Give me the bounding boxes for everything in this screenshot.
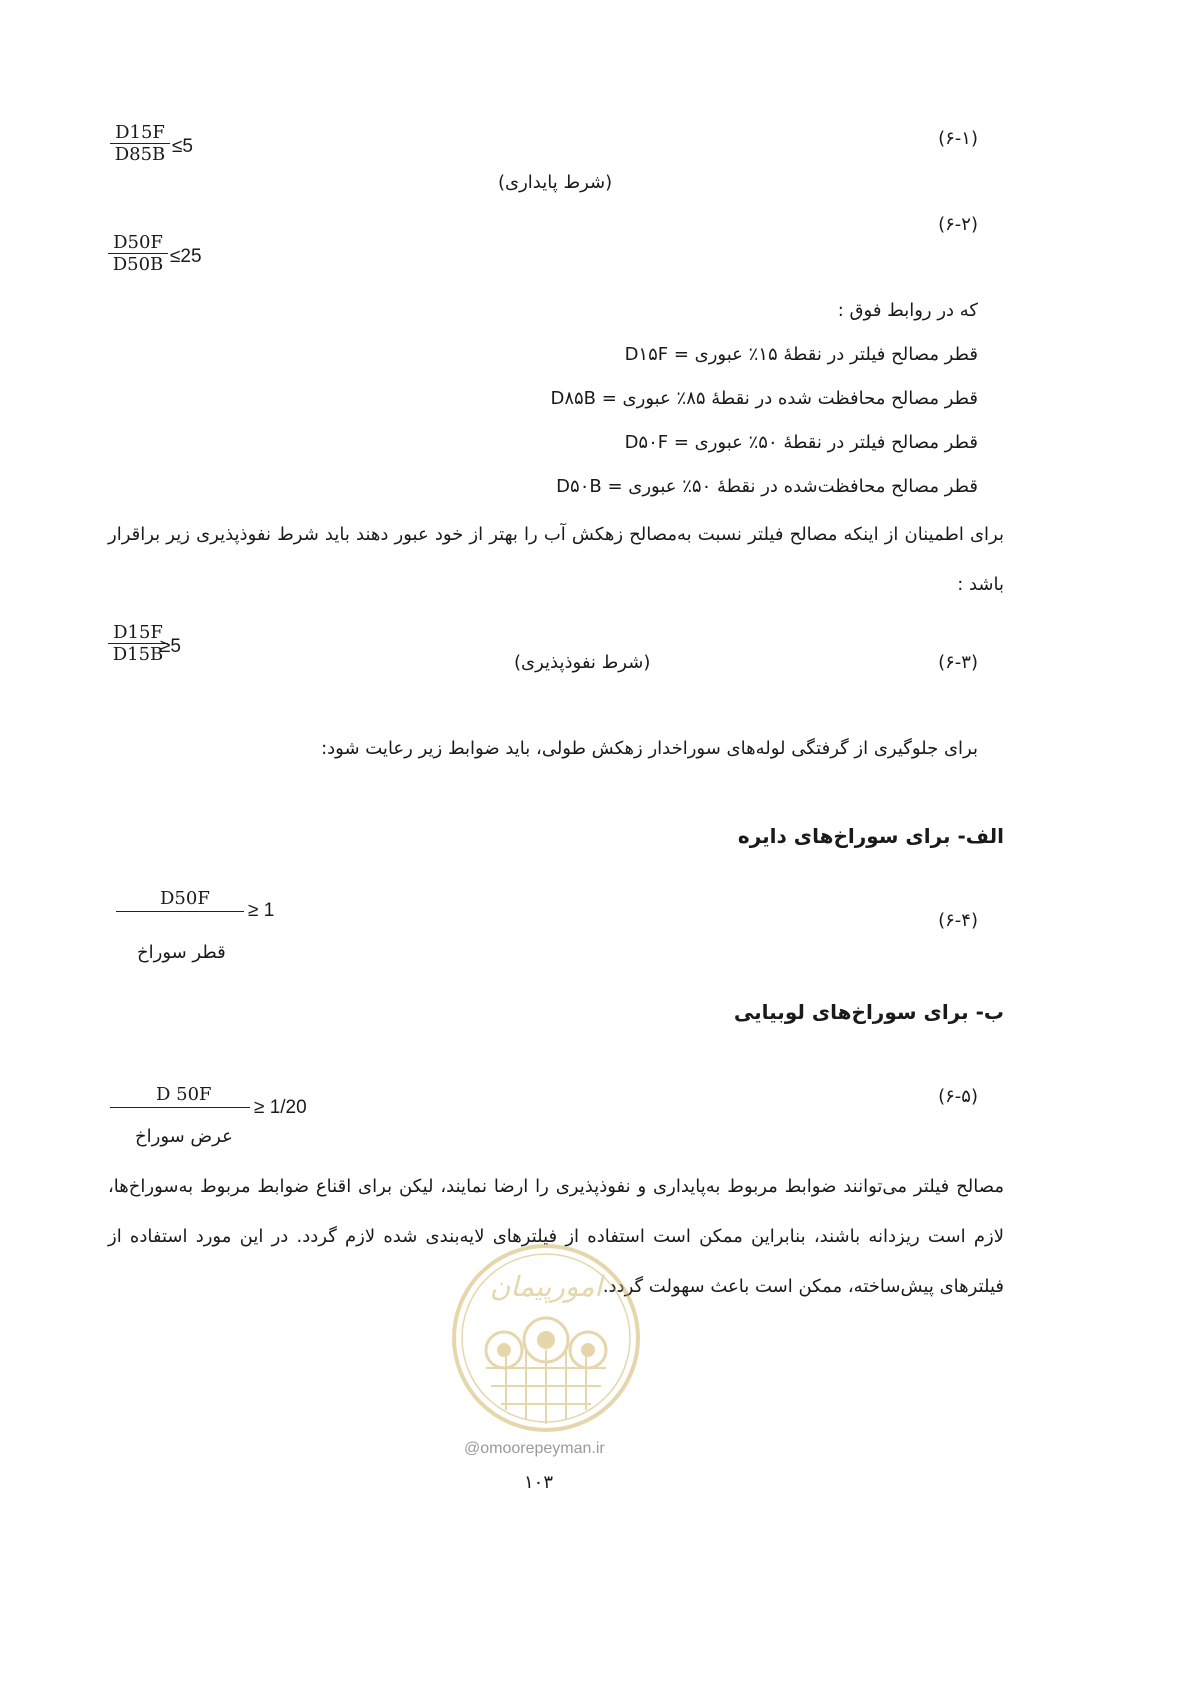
- definition-d50b: D۵۰B = قطر مصالح محافظت‌شده در نقطهٔ ۵۰٪ عبوری: [556, 476, 978, 497]
- equation-3-label: (شرط نفوذپذیری): [514, 652, 651, 673]
- equation-1-denominator: D85B: [114, 144, 166, 165]
- equation-5-number: (۶-۵): [938, 1086, 978, 1107]
- paragraph-filters: مصالح فیلتر می‌توانند ضوابط مربوط به‌پایداری و نفوذپذیری را ارضا نمایند، لیکن برای اقناع ضوابط مربوط به‌سوراخ‌ها، لازم است ریزدانه باشند، بنابراین ممکن است استفاده از فیلترهای لایه‌بندی شده لازم گردد. در این مورد استفاده از فیلترهای پیش‌ساخته، ممکن است باعث سهولت گردد.: [108, 1176, 1004, 1297]
- heading-circular-holes: الف- برای سوراخ‌های دایره: [737, 824, 1004, 848]
- equation-5-fraction-bar: [110, 1107, 250, 1108]
- equation-4-fraction-bar: [116, 911, 244, 912]
- equation-2-denominator: D50B: [112, 254, 164, 275]
- equation-1-relation: ≤5: [172, 136, 193, 157]
- equation-5-denominator: عرض سوراخ: [135, 1126, 233, 1147]
- equation-4-relation: ≥ 1: [248, 900, 275, 921]
- equation-2-relation: ≤25: [170, 246, 202, 267]
- paragraph-permeability: برای اطمینان از اینکه مصالح فیلتر نسبت به‌مصالح زهکش آب را بهتر از خود عبور دهند باید شرط نفوذپذیری زیر براقرار باشد :: [108, 524, 1004, 595]
- equation-5-numerator: D 50F: [156, 1084, 212, 1105]
- equation-1-numerator: D15F: [115, 122, 165, 143]
- equation-3-numerator: D15F: [113, 622, 163, 643]
- equation-1-fraction: [110, 122, 193, 165]
- watermark-logo: [446, 1238, 646, 1438]
- equation-4-numerator: D50F: [160, 888, 210, 909]
- equation-2-fraction: [108, 232, 202, 275]
- equation-3-denominator: D15B: [112, 644, 164, 665]
- heading-oval-holes: ب- برای سوراخ‌های لوبیایی: [733, 1000, 1004, 1024]
- definition-d50f: D۵۰F = قطر مصالح فیلتر در نقطهٔ ۵۰٪ عبوری: [624, 432, 978, 453]
- equation-4-denominator: قطر سوراخ: [137, 942, 226, 963]
- equation-1-number: (۶-۱): [938, 128, 978, 149]
- page-number: ۱۰۳: [524, 1472, 554, 1493]
- equation-1-label: (شرط پایداری): [498, 172, 613, 193]
- equation-5-relation: ≥ 1/20: [254, 1097, 307, 1118]
- equation-3-relation: ≥5: [160, 636, 181, 657]
- watermark-site: @omoorepeyman.ir: [464, 1440, 605, 1457]
- paragraph-clogging: برای جلوگیری از گرفتگی لوله‌های سوراخدار زهکش طولی، باید ضوابط زیر رعایت شود:: [321, 738, 978, 759]
- svg-text:امورپیمان: امورپیمان: [489, 1270, 603, 1303]
- definition-d15f: D۱۵F = قطر مصالح فیلتر در نقطهٔ ۱۵٪ عبوری: [624, 344, 978, 365]
- equation-4-number: (۶-۴): [938, 910, 978, 931]
- equation-2-numerator: D50F: [113, 232, 163, 253]
- definition-d85b: D۸۵B = قطر مصالح محافظت شده در نقطهٔ ۸۵٪ عبوری: [550, 388, 978, 409]
- watermark-logo-icon: [446, 1238, 646, 1438]
- definitions-intro: که در روابط فوق :: [837, 300, 978, 321]
- equation-3-fraction: [108, 622, 181, 665]
- equation-2-number: (۶-۲): [938, 214, 978, 235]
- equation-3-number: (۶-۳): [938, 652, 978, 673]
